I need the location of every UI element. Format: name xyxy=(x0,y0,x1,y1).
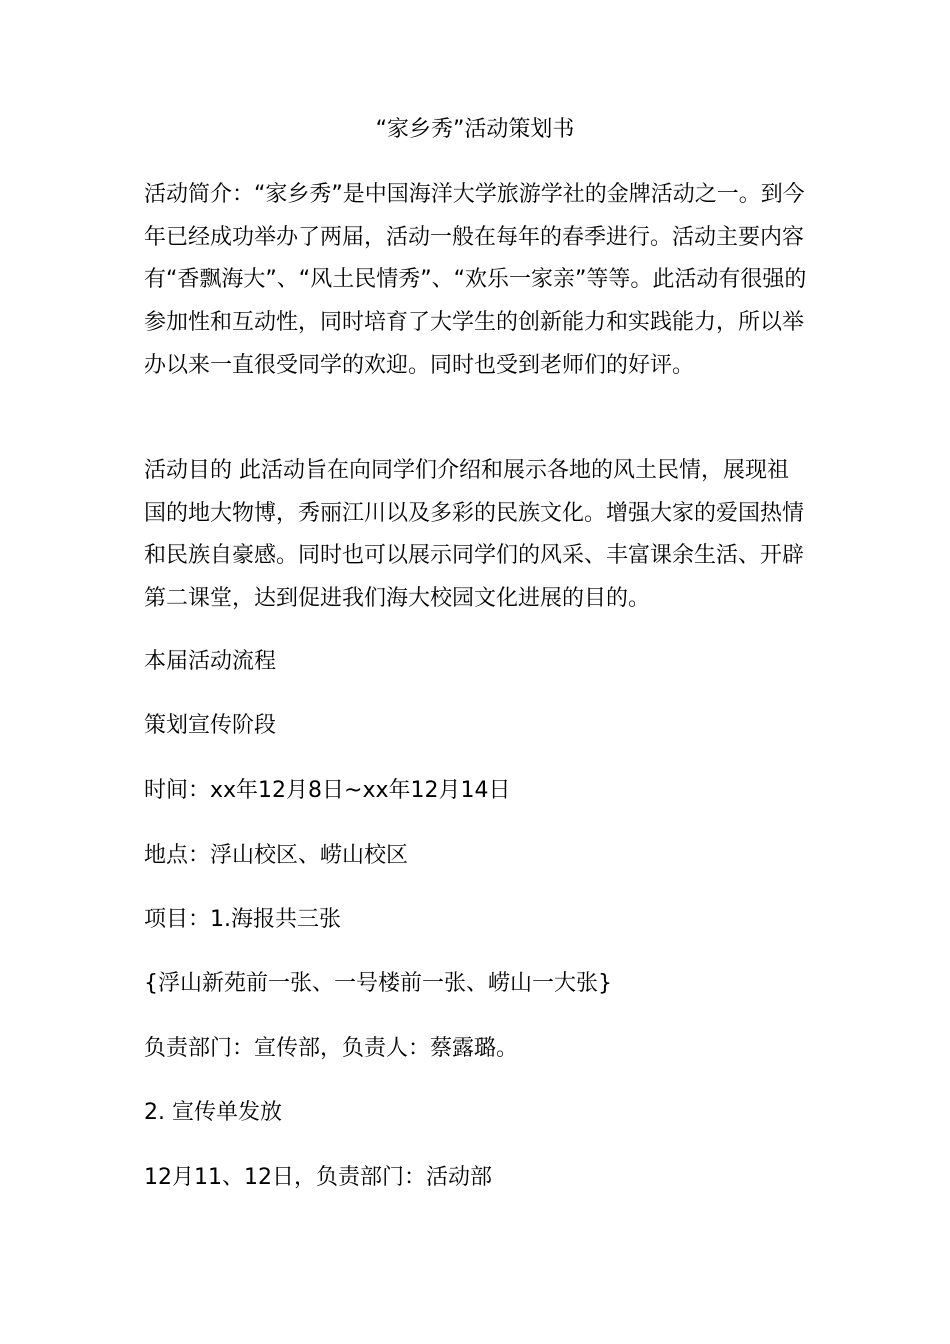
document-title: “家乡秀”活动策划书 xyxy=(375,117,575,142)
place-line: 地点：浮山校区、崂山校区 xyxy=(144,843,409,868)
item1-detail-line: {浮山新苑前一张、一号楼前一张、崂山一大张} xyxy=(144,971,612,996)
item1-owner-line: 负责部门：宣传部，负责人：蔡露璐。 xyxy=(144,1036,519,1061)
item2-detail-line: 12月11、12日，负责部门：活动部 xyxy=(144,1165,492,1190)
intro-paragraph: 活动简介：“家乡秀”是中国海洋大学旅游学社的金牌活动之一。到今年已经成功举办了两届，活动一般在每年的春季进行。活动主要内容有“香飘海大”、“风土民情秀”、“欢乐一家亲”等等。此活动有很强的参加性和互动性，同时培育了大学生的创新能力和实践能力，所以举办以来一直很受同学的欢迎。同时也受到老师们的好评。 xyxy=(144,182,807,378)
flow-heading: 本届活动流程 xyxy=(144,649,277,674)
stage-heading: 策划宣传阶段 xyxy=(144,713,277,738)
item2-line: 2. 宣传单发放 xyxy=(144,1100,282,1125)
item1-line: 项目：1.海报共三张 xyxy=(144,907,341,932)
time-line: 时间：xx年12月8日~xx年12月14日 xyxy=(144,778,511,803)
purpose-paragraph: 活动目的 此活动旨在向同学们介绍和展示各地的风土民情，展现祖国的地大物博，秀丽江川以及多彩的民族文化。增强大家的爱国热情和民族自豪感。同时也可以展示同学们的风采、丰富课余生活、开辟第二课堂，达到促进我们海大校园文化进展的目的。 xyxy=(144,458,805,612)
